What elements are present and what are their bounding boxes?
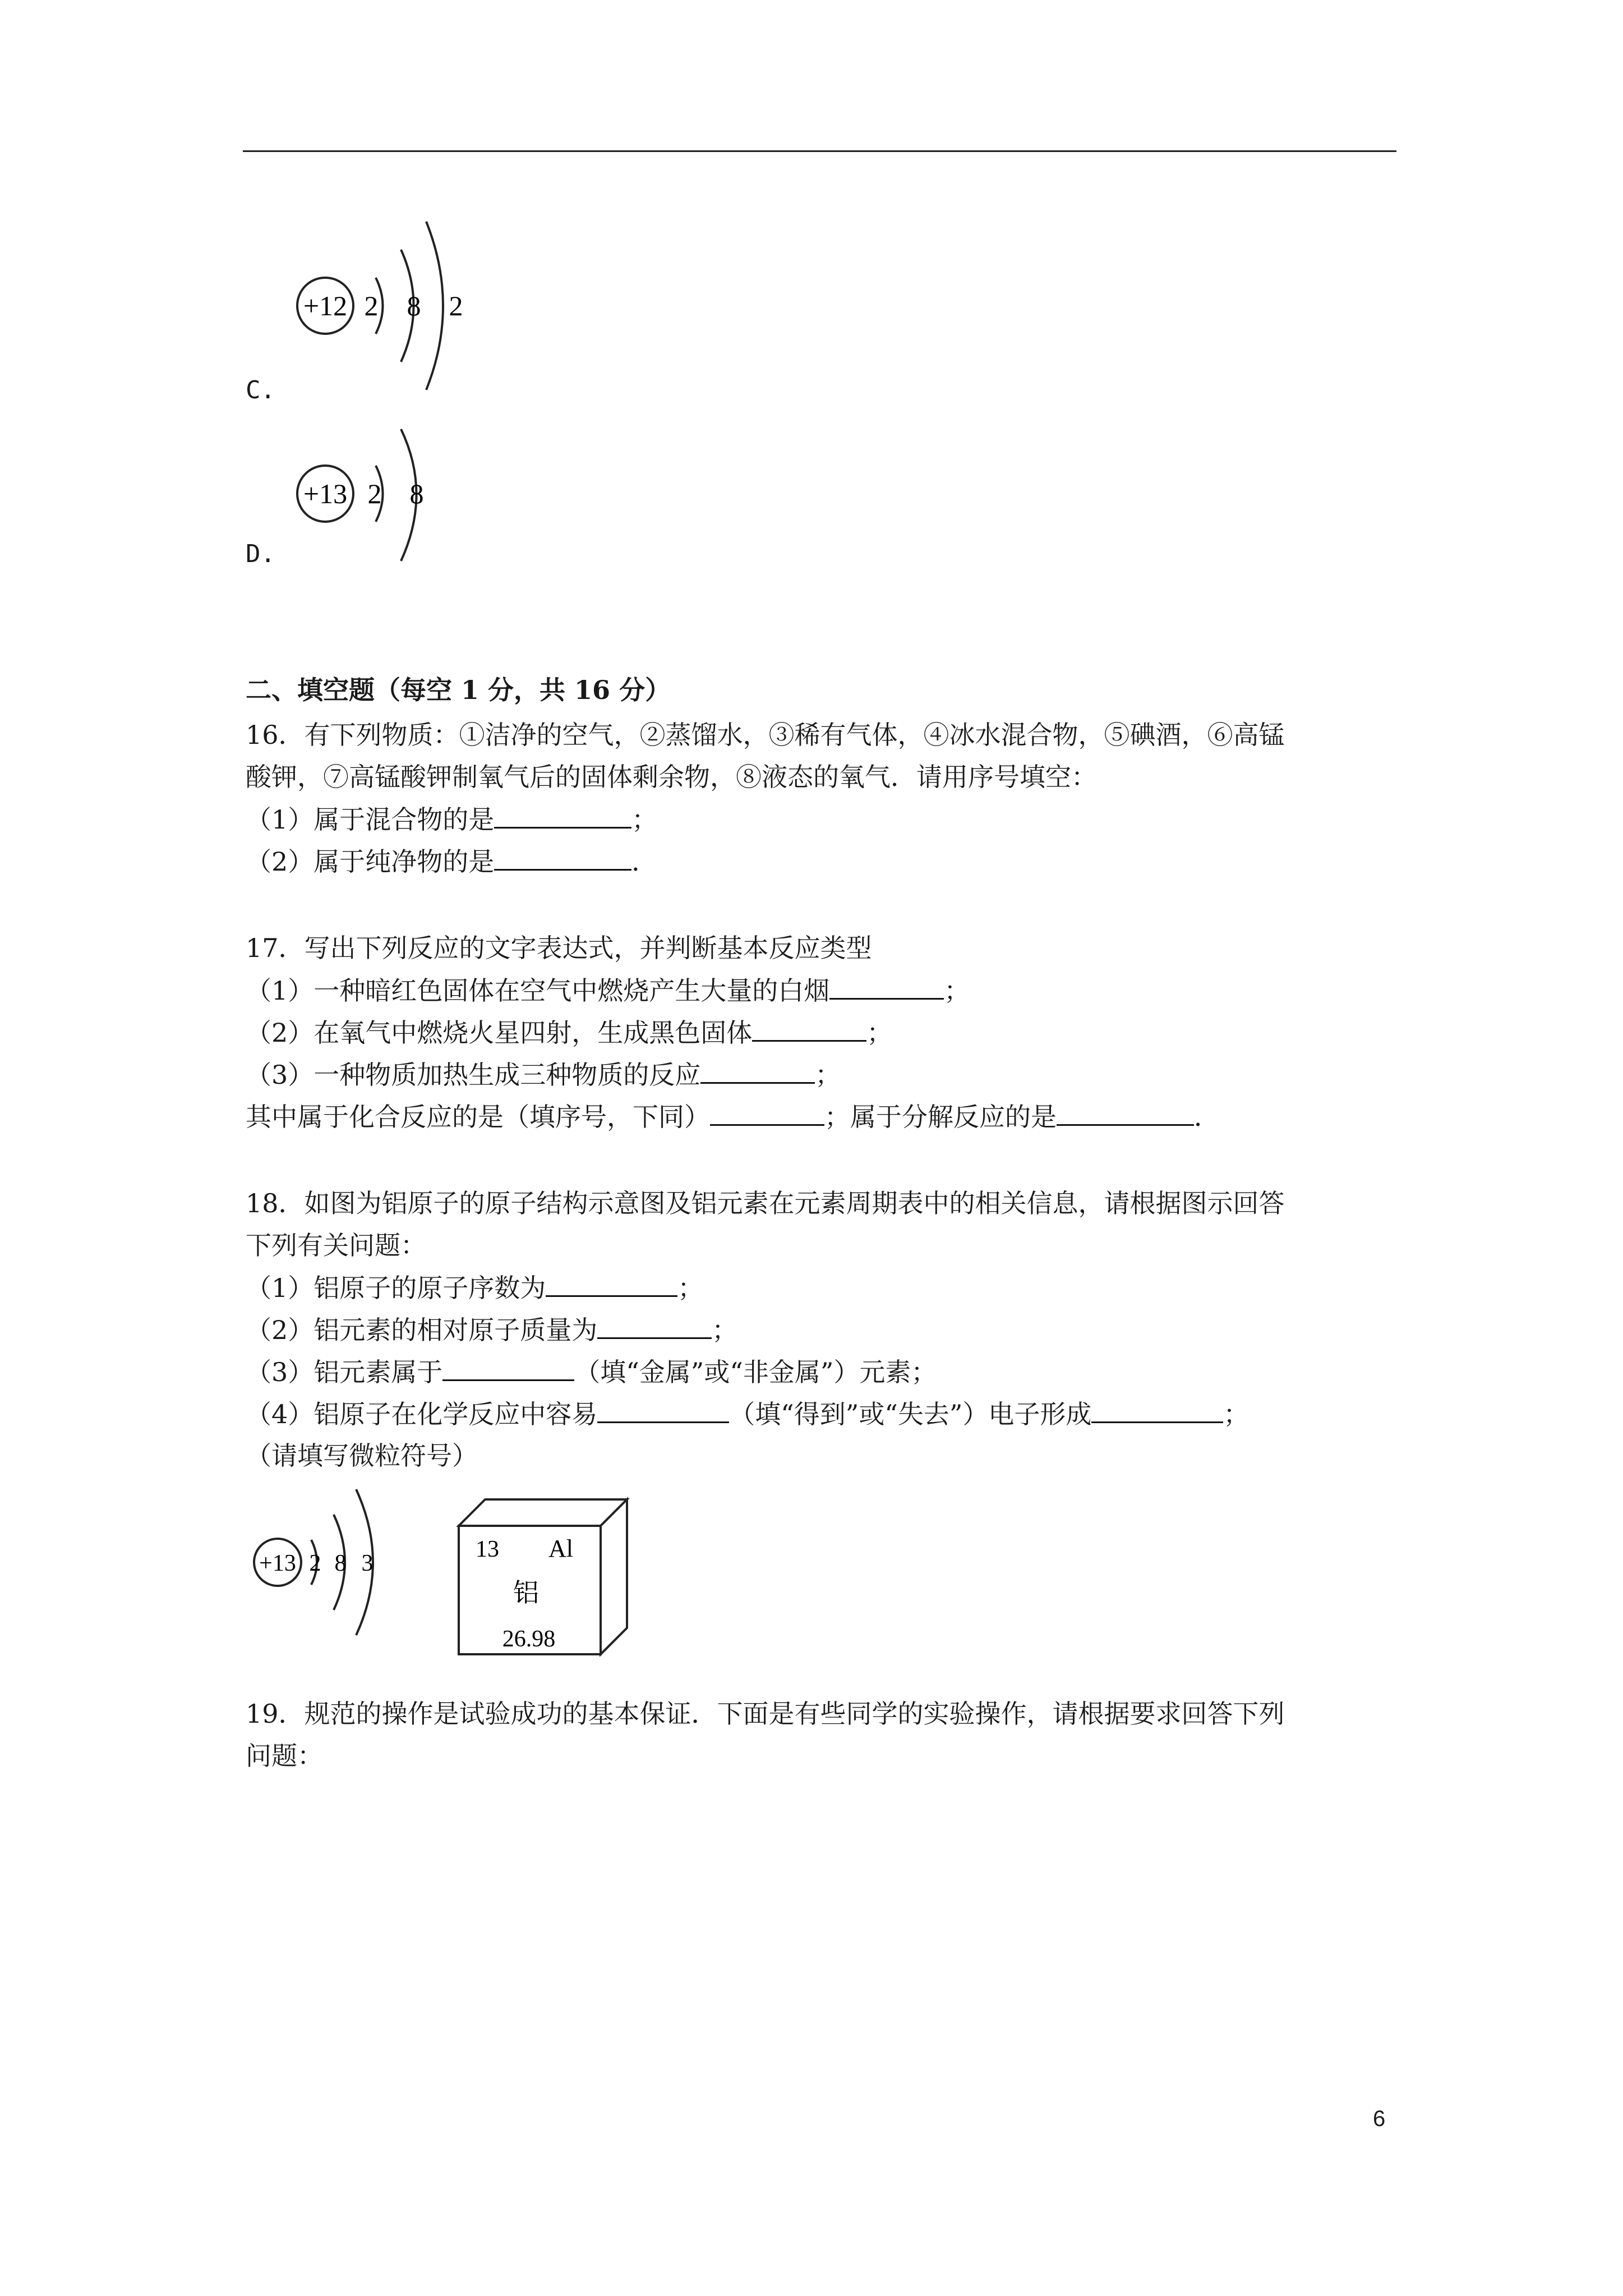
q16-sub1-end: ； [631,804,658,835]
answer-blank[interactable] [494,844,631,871]
shell-count: 8 [407,290,421,321]
nucleus-charge: +13 [259,1550,296,1576]
nucleus-charge: +13 [303,478,348,509]
q17-sub1-text: （1）一种暗红色固体在空气中燃烧产生大量的白烟 [246,976,830,1006]
answer-blank[interactable] [597,1397,729,1423]
q18-note: （请填写微粒符号） [246,1441,478,1471]
q17-stem: 17．写出下列反应的文字表达式，并判断基本反应类型 [246,933,872,963]
answer-blank[interactable] [1057,1099,1194,1126]
q16-sub1 [246,802,657,836]
element-name: 铝 [513,1579,539,1607]
q18-sub3 [246,1355,937,1389]
q17-sub3 [246,1057,841,1092]
q17-sub1-end: ； [944,976,970,1006]
q16-sub2-text: （2）属于纯净物的是 [246,846,495,877]
q17-sub3-end: ； [815,1060,841,1090]
page-number: 6 [1373,2106,1386,2131]
q18-sub1-end: ； [677,1273,704,1303]
q18-sub1-text: （1）铝原子的原子序数为 [246,1273,546,1303]
q16-stem-line1: 16．有下列物质：①洁净的空气，②蒸馏水，③稀有气体，④冰水混合物，⑤碘酒，⑥高锰 [246,720,1285,750]
atomic-number: 13 [476,1536,499,1562]
q17-summary-end: ． [1194,1102,1220,1132]
q18-sub1 [246,1271,703,1305]
header-rule [243,150,1396,152]
shell-count: 8 [334,1550,347,1576]
answer-blank[interactable] [597,1313,712,1339]
q17-decomposition-text: ；属于分解反应的是 [824,1102,1057,1132]
q18-sub3-text: （3）铝元素属于 [246,1357,443,1387]
q17-sub2-text: （2）在氧气中燃烧火星四射，生成黑色固体 [246,1018,753,1048]
q17-summary [246,1099,1220,1134]
atom-diagram-c [286,213,488,404]
answer-blank[interactable] [1091,1397,1223,1423]
q17-sub2-end: ； [866,1018,893,1048]
element-symbol: Al [548,1535,573,1562]
q18-sub4-mid: （填“得到”或“失去”）电子形成 [729,1399,1092,1429]
answer-blank[interactable] [442,1355,574,1381]
answer-blank[interactable] [494,802,631,829]
answer-blank[interactable] [829,973,944,1000]
atom-diagram-d [286,421,454,572]
q17-combination-text: 其中属于化合反应的是（填序号，下同） [246,1102,710,1132]
shell-count: 2 [367,478,382,509]
answer-blank[interactable] [710,1099,824,1126]
q16-sub2-end: ． [631,846,658,877]
shell-count: 8 [409,478,424,509]
q18-sub4-end: ； [1223,1399,1249,1429]
answer-blank[interactable] [546,1271,677,1297]
aluminium-atom-diagram [244,1484,412,1641]
q16-stem-line2: 酸钾，⑦高锰酸钾制氧气后的固体剩余物，⑧液态的氧气．请用序号填空： [246,762,1097,792]
q17-sub1 [246,973,970,1007]
q18-sub2-end: ； [712,1315,738,1345]
option-c-label: C. [246,376,275,404]
answer-blank[interactable] [752,1015,866,1042]
aluminium-element-card [454,1495,634,1663]
shell-count: 2 [309,1550,321,1576]
atomic-mass: 26.98 [502,1626,556,1652]
q18-sub2 [246,1313,737,1347]
section-heading: 二、填空题（每空 1 分，共 16 分） [246,675,671,705]
q18-sub3-mid: （填“金属”或“非金属”）元素； [574,1357,937,1387]
option-d-label: D. [246,540,275,568]
shell-count: 2 [449,290,463,321]
q17-sub3-text: （3）一种物质加热生成三种物质的反应 [246,1060,701,1090]
q18-stem-line1: 18．如图为铝原子的原子结构示意图及铝元素在元素周期表中的相关信息，请根据图示回答 [246,1188,1285,1218]
q18-stem-line2: 下列有关问题： [246,1230,426,1260]
q16-sub1-text: （1）属于混合物的是 [246,804,495,835]
q16-sub2 [246,844,657,878]
q18-sub4-text: （4）铝原子在化学反应中容易 [246,1399,598,1429]
q18-sub2-text: （2）铝元素的相对原子质量为 [246,1315,598,1345]
q19-stem-line2: 问题： [246,1741,323,1771]
shell-count: 2 [364,290,379,321]
q18-sub4 [246,1397,1249,1431]
nucleus-charge: +12 [303,290,348,321]
q17-sub2 [246,1015,892,1050]
answer-blank[interactable] [700,1057,815,1084]
shell-count: 3 [361,1550,374,1576]
q19-stem-line1: 19．规范的操作是试验成功的基本保证．下面是有些同学的实验操作，请根据要求回答下列 [246,1699,1285,1729]
